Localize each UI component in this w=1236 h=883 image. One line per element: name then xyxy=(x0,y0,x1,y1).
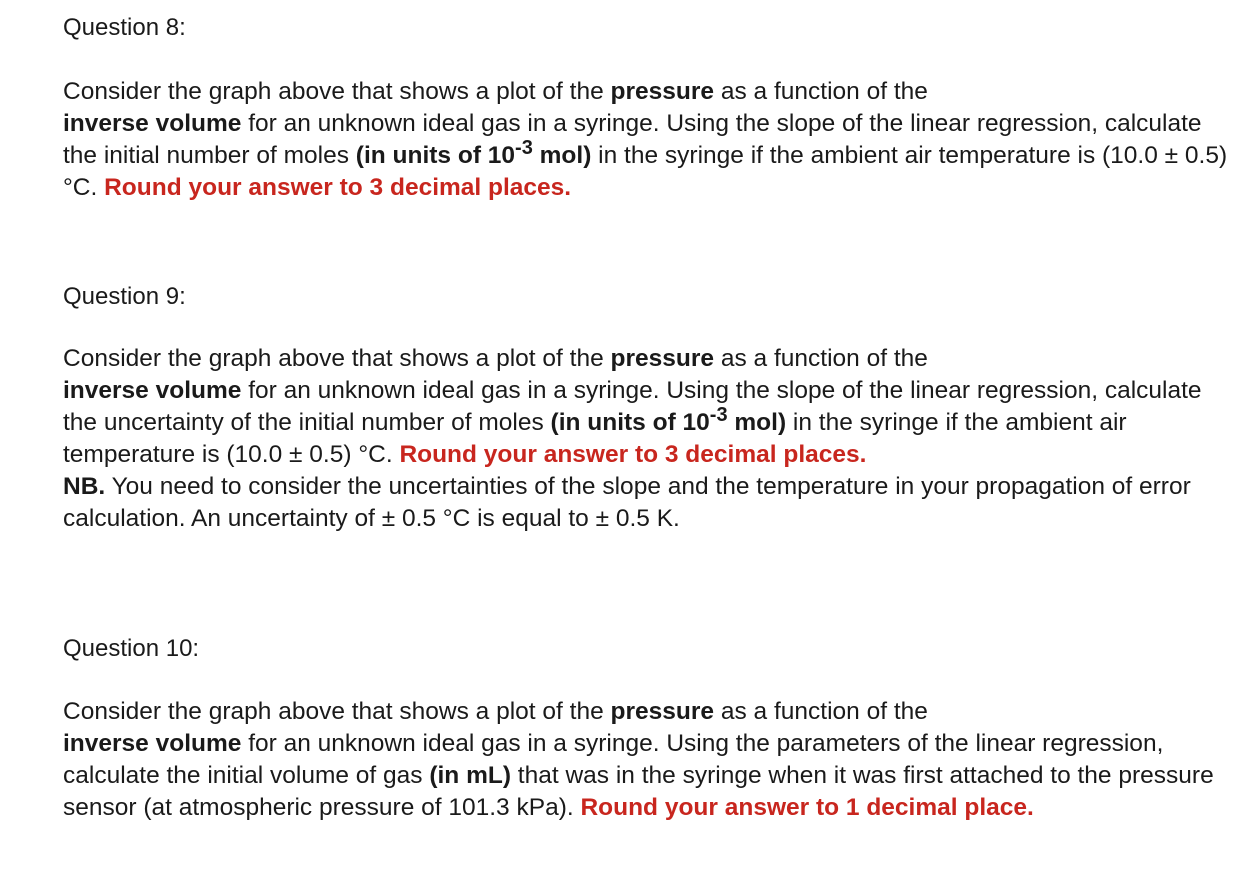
q10-text-3: for an unknown ideal gas in a syringe. Using the parameters of the linear regression, calculate the initial volume of gas xyxy=(63,730,1164,789)
q8-rounding-instruction: Round your answer to 3 decimal places. xyxy=(104,174,572,201)
q9-unit-exponent: -3 xyxy=(709,404,728,426)
q9-text-3: for an unknown ideal gas in a syringe. Using the slope of the linear regression, calculate the uncertainty of the initial number of moles xyxy=(63,377,1202,436)
q8-unit-end: mol) xyxy=(532,142,592,169)
question-8-text xyxy=(63,76,1233,204)
question-9-text xyxy=(63,343,1233,535)
q8-unit-start: (in units of 10 xyxy=(355,142,516,169)
question-10-text xyxy=(63,696,1233,824)
question-8-heading: Question 8: xyxy=(63,14,186,41)
q9-bold-inverse-volume: inverse volume xyxy=(63,377,242,404)
q8-text-2: as a function of the xyxy=(714,78,928,105)
q9-nb-label: NB. xyxy=(63,473,106,500)
q10-text-2: as a function of the xyxy=(714,698,928,725)
q10-rounding-instruction: Round your answer to 1 decimal place. xyxy=(580,794,1034,821)
q10-text-1: Consider the graph above that shows a plot of the xyxy=(63,698,611,725)
q10-bold-pressure: pressure xyxy=(610,698,715,725)
q8-bold-inverse-volume: inverse volume xyxy=(63,110,242,137)
q9-unit-end: mol) xyxy=(727,409,787,436)
q9-text-4: in the syringe if the ambient air temperature is (10.0 ± 0.5) °C. xyxy=(63,409,1127,468)
q9-unit-start: (in units of 10 xyxy=(550,409,710,436)
q9-text-5: You need to consider the uncertainties of the slope and the temperature in your propagation of error calculation. An uncertainty of ± 0.5 °C is equal to ± 0.5 K. xyxy=(63,473,1191,532)
q9-rounding-instruction: Round your answer to 3 decimal places. xyxy=(399,441,867,468)
q10-text-4: that was in the syringe when it was first attached to the pressure sensor (at atmospheric pressure of 101.3 kPa). xyxy=(63,762,1214,821)
q8-text-1: Consider the graph above that shows a plot of the xyxy=(63,78,611,105)
q10-unit: (in mL) xyxy=(429,762,511,789)
q9-bold-pressure: pressure xyxy=(610,345,715,372)
q8-text-3: for an unknown ideal gas in a syringe. Using the slope of the linear regression, calculate the initial number of moles xyxy=(63,110,1202,169)
q9-text-1: Consider the graph above that shows a plot of the xyxy=(63,345,611,372)
q8-bold-pressure: pressure xyxy=(610,78,715,105)
q8-text-4: in the syringe if the ambient air temperature is (10.0 ± 0.5) °C. xyxy=(63,142,1228,201)
q10-bold-inverse-volume: inverse volume xyxy=(63,730,242,757)
q9-text-2: as a function of the xyxy=(714,345,928,372)
question-10-heading: Question 10: xyxy=(63,635,200,662)
question-9-heading: Question 9: xyxy=(63,283,186,310)
q8-unit-exponent: -3 xyxy=(515,137,533,159)
